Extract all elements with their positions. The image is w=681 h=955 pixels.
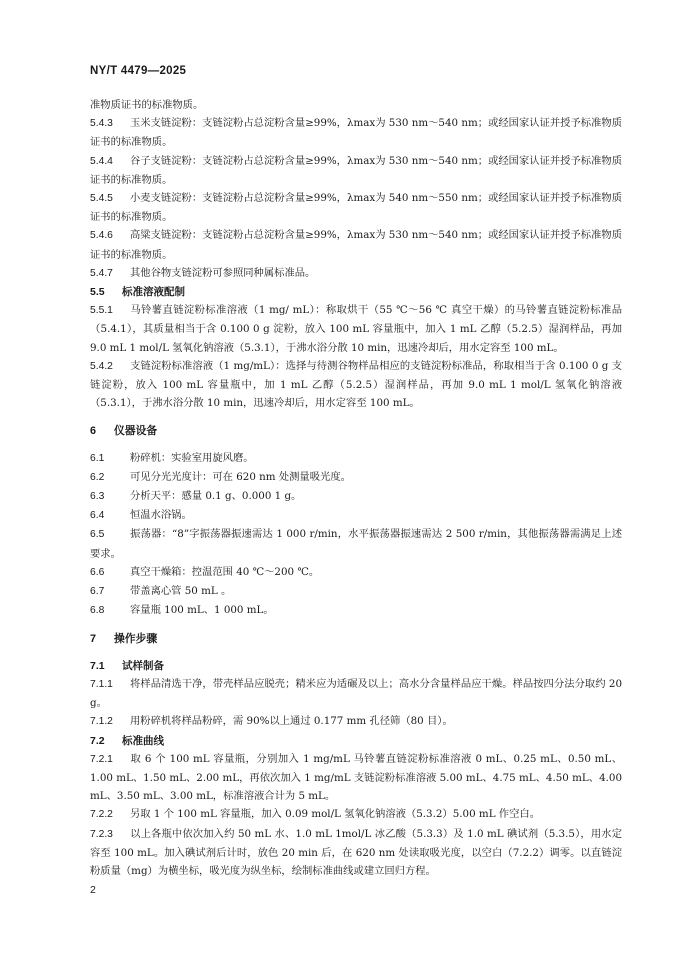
clause-number: 5.4.6 [90,230,113,242]
clause-number: 6.3 [90,491,105,503]
clause-number: 7.2.1 [90,753,113,765]
clause-7-1-1 [90,675,622,712]
clause-5-4-3 [90,114,622,151]
document-body [90,96,622,880]
chapter-title: 仪器设备 [114,425,158,438]
clause-6-3 [90,487,622,506]
clause-5-4-6 [90,226,622,263]
clause-text: 带盖离心管 50 mL 。 [130,585,232,598]
section-number: 7.1 [90,659,105,672]
clause-text: 可见分光光度计：可在 620 nm 处测量吸光度。 [130,470,351,483]
clause-number: 6.1 [90,452,105,464]
section-title: 标准曲线 [122,734,164,747]
chapter-number: 6 [90,425,97,438]
clause-6-8 [90,601,622,620]
clause-5-5-1 [90,301,622,357]
clause-7-2-1 [90,750,622,806]
clause-text: 将样品清选干净，带壳样品应脱壳；精米应为适碾及以上；高水分含量样品应干燥。样品按四分法分取约 20 g。 [90,677,622,710]
clause-text: 另取 1 个 100 mL 容量瓶，加入 0.09 mol/L 氢氧化钠溶液（5.3.2）5.00 mL 作空白。 [130,808,540,821]
clause-text: 小麦支链淀粉：支链淀粉占总淀粉含量≥99%，λmax为 540 nm～550 nm；或经国家认证并授予标准物质证书的标准物质。 [90,192,622,224]
paragraph-text: 准物质证书的标准物质。 [90,99,204,111]
clause-6-7 [90,582,622,601]
clause-5-4-5 [90,189,622,226]
clause-text: 谷子支链淀粉：支链淀粉占总淀粉含量≥99%，λmax为 530 nm～540 nm；或经国家认证并授予标准物质证书的标准物质。 [90,154,622,186]
clause-text: 马铃薯直链淀粉标准溶液（1 mg/ mL）：称取烘干（55 ℃～56 ℃ 真空干燥）的马铃薯直链淀粉标准品（5.4.1），其质量相当于含 0.100 0 g 淀粉，放入 100 mL 容量瓶中，加入 1 mL 乙醇（5.2.5）湿润样品，再加 9.0 mL 1 mol/L 氢氧化钠溶液（5.3.1），于沸水浴分散 10 min，迅速冷却后，用水定容至 100 mL。 [90,304,622,354]
section-heading-7-1 [90,657,622,675]
clause-number: 5.4.7 [90,267,113,279]
clause-number: 6.5 [90,529,105,541]
page-number: 2 [90,884,96,896]
clause-text: 粉碎机：实验室用旋风磨。 [130,451,254,464]
clause-6-5 [90,525,622,562]
clause-text: 玉米支链淀粉：支链淀粉占总淀粉含量≥99%，λmax为 530 nm～540 nm；或经国家认证并授予标准物质证书的标准物质。 [90,117,622,149]
clause-text: 其他谷物支链淀粉可参照同种属标准品。 [130,266,316,279]
clause-6-4 [90,506,622,525]
clause-5-4-7 [90,264,622,283]
clause-6-6 [90,563,622,582]
section-title: 试样制备 [122,659,164,672]
clause-number: 7.1.1 [90,678,113,690]
clause-text: 取 6 个 100 mL 容量瓶，分别加入 1 mg/mL 马铃薯直链淀粉标准溶液 0 mL、0.25 mL、0.50 mL、1.00 mL、1.50 mL、2.00 mL，再依次加入 1 mg/mL 支链淀粉标准溶液 5.00 mL、4.75 mL、4.50 mL、4.00 mL、3.50 mL、3.00 mL，标准溶液合计为 5 mL。 [90,752,622,803]
clause-number: 7.2.2 [90,809,113,821]
clause-text: 以上各瓶中依次加入约 50 mL 水、1.0 mL 1mol/L 冰乙酸（5.3.3）及 1.0 mL 碘试剂（5.3.5），用水定容至 100 mL。加入碘试剂后计时，放色 20 min 后，在 620 nm 处读取吸光度，以空白（7.2.2）调零。以直链淀粉质量（mg）为横坐标，吸光度为纵坐标，绘制标准曲线或建立回归方程。 [90,827,622,877]
paragraph [90,96,622,114]
section-heading-5-5 [90,283,622,301]
clause-number: 6.2 [90,471,105,483]
clause-number: 5.4.5 [90,193,113,205]
clause-text: 恒温水浴锅。 [130,509,192,522]
chapter-heading-7 [90,630,622,648]
clause-text: 容量瓶 100 mL、1 000 mL。 [130,604,274,617]
clause-7-1-2 [90,712,622,731]
section-heading-7-2 [90,732,622,750]
clause-number: 6.8 [90,605,105,617]
clause-number: 6.7 [90,586,105,598]
clause-6-1 [90,449,622,468]
clause-number: 5.4.4 [90,155,113,167]
chapter-heading-6 [90,422,622,440]
standard-code: NY/T 4479—2025 [90,65,187,77]
clause-6-2 [90,468,622,487]
clause-7-2-2 [90,805,622,824]
clause-text: 真空干燥箱：控温范围 40 ℃～200 ℃。 [130,565,320,578]
clause-5-4-4 [90,152,622,189]
clause-number: 7.1.2 [90,716,113,728]
section-title: 标准溶液配制 [122,286,185,299]
clause-number: 6.6 [90,566,105,578]
clause-text: 支链淀粉标准溶液（1 mg/mL）：选择与待测谷物样品相应的支链淀粉标准品，称取相当于含 0.100 0 g 支链淀粉，放入 100 mL 容量瓶中，加 1 mL 乙醇（5.2.5）湿润样品，再加 9.0 mL 1 mol/L 氢氧化钠溶液（5.3.1），于沸水浴分散 10 min，迅速冷却后，用水定容至 100 mL。 [90,359,622,410]
clause-number: 7.2.3 [90,828,113,840]
chapter-title: 操作步骤 [114,633,158,646]
section-number: 7.2 [90,734,105,747]
clause-text: 分析天平：感量 0.1 g、0.000 1 g。 [130,490,302,503]
chapter-number: 7 [90,633,97,646]
clause-text: 高粱支链淀粉：支链淀粉占总淀粉含量≥99%，λmax为 530 nm～540 nm；或经国家认证并授予标准物质证书的标准物质。 [90,229,622,261]
clause-7-2-3 [90,825,622,881]
clause-number: 5.4.2 [90,360,113,372]
section-number: 5.5 [90,286,105,299]
clause-5-4-2 [90,357,622,413]
clause-text: 振荡器：“8”字振荡器振速需达 1 000 r/min，水平振荡器振速需达 2 500 r/min，其他振荡器需满足上述要求。 [90,528,622,560]
clause-text: 用粉碎机将样品粉碎，需 90%以上通过 0.177 mm 孔径筛（80 目）。 [130,715,453,728]
clause-number: 5.4.3 [90,118,113,130]
clause-number: 5.5.1 [90,305,113,317]
clause-number: 6.4 [90,510,105,522]
